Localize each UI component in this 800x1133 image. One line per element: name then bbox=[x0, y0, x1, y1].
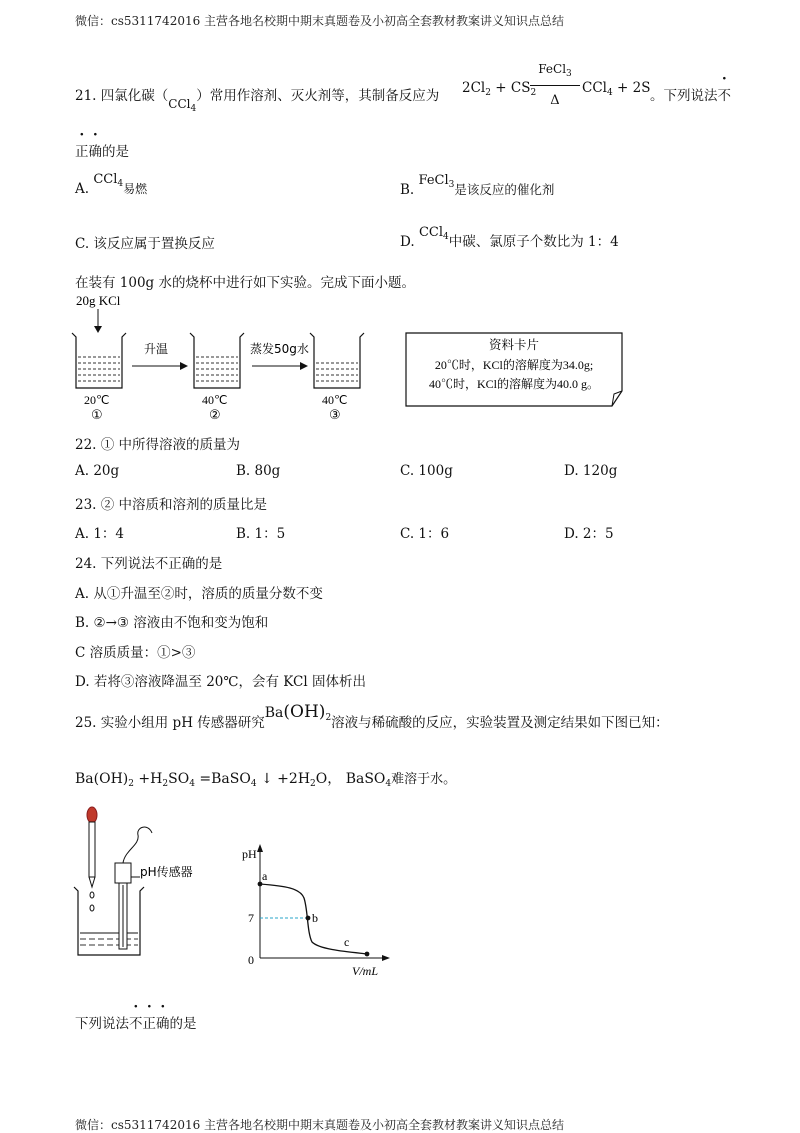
q22-option-a[interactable]: A. 20g bbox=[75, 463, 120, 479]
q22-stem: 22. ① 中所得溶液的质量为 bbox=[75, 437, 241, 453]
arrow-1-head bbox=[180, 362, 188, 370]
beaker-3 bbox=[310, 333, 364, 388]
ph-curve-graph bbox=[240, 842, 400, 977]
experiment-intro: 在装有 100g 水的烧杯中进行如下实验。完成下面小题。 bbox=[75, 275, 415, 291]
drop-1 bbox=[90, 892, 94, 898]
arrow-2-head bbox=[300, 362, 308, 370]
q21-option-d[interactable]: D. CCl$_4$中碳、氯原子个数比为 1：4 bbox=[400, 225, 619, 250]
dropper-tube bbox=[89, 822, 95, 877]
point-b bbox=[306, 916, 311, 921]
card-title: 资料卡片 bbox=[488, 337, 540, 352]
q21-option-b[interactable]: B. FeCl$_3$是该反应的催化剂 bbox=[400, 173, 555, 198]
kcl-addition-label: 20g KCl bbox=[76, 293, 121, 308]
q24-option-a[interactable]: A. 从①升温至②时，溶质的质量分数不变 bbox=[75, 586, 323, 602]
q21-equation: $2Cl_2 + CS_2$ bbox=[462, 80, 537, 98]
sensor-label: pH传感器 bbox=[140, 865, 193, 879]
q22-option-d[interactable]: D. 120g bbox=[564, 463, 618, 479]
tick-0: 0 bbox=[248, 953, 254, 967]
q21-option-c[interactable]: C. 该反应属于置换反应 bbox=[75, 236, 215, 252]
point-a-label: a bbox=[262, 869, 268, 883]
card-line-2: 40℃时，KCl的溶解度为40.0 g。 bbox=[428, 377, 600, 391]
dropper-bulb-icon bbox=[87, 807, 97, 823]
q24-option-d[interactable]: D. 若将③溶液降温至 20℃，会有 KCl 固体析出 bbox=[75, 674, 366, 690]
q21-stem-line2: 正确的是 bbox=[75, 144, 129, 160]
reaction-bar bbox=[530, 85, 580, 86]
point-b-label: b bbox=[312, 911, 318, 925]
y-axis-label: pH bbox=[242, 847, 257, 861]
q24-stem: 24. 下列说法不正确的是 bbox=[75, 556, 223, 572]
beaker-2 bbox=[190, 333, 244, 388]
point-c bbox=[365, 952, 370, 957]
beaker-1-temp: 20℃ bbox=[84, 393, 110, 407]
q23-option-d[interactable]: D. 2：5 bbox=[564, 526, 614, 542]
q24-option-c[interactable]: C 溶质质量：①>③ bbox=[75, 645, 196, 661]
experiment-figure bbox=[70, 293, 660, 428]
q23-option-b[interactable]: B. 1：5 bbox=[236, 526, 286, 542]
step2-label: 蒸发50g水 bbox=[250, 342, 309, 356]
q21-equation-right: CCl$_4$ + 2S bbox=[582, 80, 651, 98]
apparatus-figure bbox=[70, 805, 240, 965]
beaker-3-temp: 40℃ bbox=[322, 393, 348, 407]
q22-option-c[interactable]: C. 100g bbox=[400, 463, 453, 479]
q22-option-b[interactable]: B. 80g bbox=[236, 463, 281, 479]
heat-symbol: Δ bbox=[550, 93, 560, 108]
q21-stem-line1: 21. 四氯化碳（CCl$_4$）常用作溶剂、灭火剂等，其制备反应为 bbox=[75, 88, 440, 114]
addition-arrow-head bbox=[94, 326, 102, 333]
q21-option-a[interactable]: A. CCl$_4$易燃 bbox=[75, 172, 148, 197]
catalyst-label: FeCl$_3$ bbox=[538, 62, 572, 79]
q25-stem: 25. 实验小组用 pH 传感器研究$Ba(OH)_2$溶液与稀硫酸的反应，实验装置及测定结果如下图已知： bbox=[75, 702, 669, 731]
beaker-2-number: ② bbox=[209, 408, 221, 423]
beaker-3-number: ③ bbox=[329, 408, 341, 423]
q23-option-c[interactable]: C. 1：6 bbox=[400, 526, 450, 542]
page-header: 微信：cs5311742016 主营各地名校期中期末真题卷及小初高全套教材教案讲义知识点总结 bbox=[75, 14, 565, 28]
q24-option-b[interactable]: B. ②→③ 溶液由不饱和变为饱和 bbox=[75, 615, 269, 631]
beaker-2-temp: 40℃ bbox=[202, 393, 228, 407]
tick-7: 7 bbox=[248, 911, 254, 925]
baoh2-formula: $Ba(OH)_2$ bbox=[264, 702, 332, 723]
q25-equation: $Ba(OH)_2 +H_2SO_4$ =BaSO$_4$ ↓ $+2H_2O$， BaSO$_4$难溶于水。 bbox=[75, 771, 457, 789]
drop-2 bbox=[90, 905, 94, 911]
x-axis-label: V/mL bbox=[352, 964, 379, 977]
sensor-head bbox=[115, 863, 131, 883]
point-c-label: c bbox=[344, 935, 350, 949]
q23-stem: 23. ② 中溶质和溶剂的质量比是 bbox=[75, 497, 268, 513]
step1-label: 升温 bbox=[144, 342, 169, 356]
beaker-1-number: ① bbox=[91, 408, 103, 423]
page-footer: 微信：cs5311742016 主营各地名校期中期末真题卷及小初高全套教材教案讲义知识点总结 bbox=[75, 1118, 565, 1132]
q23-option-a[interactable]: A. 1：4 bbox=[75, 526, 125, 542]
q25-question: 下列说法不正确的是 bbox=[75, 1016, 197, 1032]
card-line-1: 20℃时，KCl的溶解度为34.0g; bbox=[434, 358, 594, 372]
q21-stem-end: 。下列说法不 bbox=[650, 88, 731, 104]
beaker-1 bbox=[72, 333, 126, 388]
ccl4-formula: CCl$_4$ bbox=[168, 97, 197, 114]
sensor-cable bbox=[123, 827, 152, 863]
